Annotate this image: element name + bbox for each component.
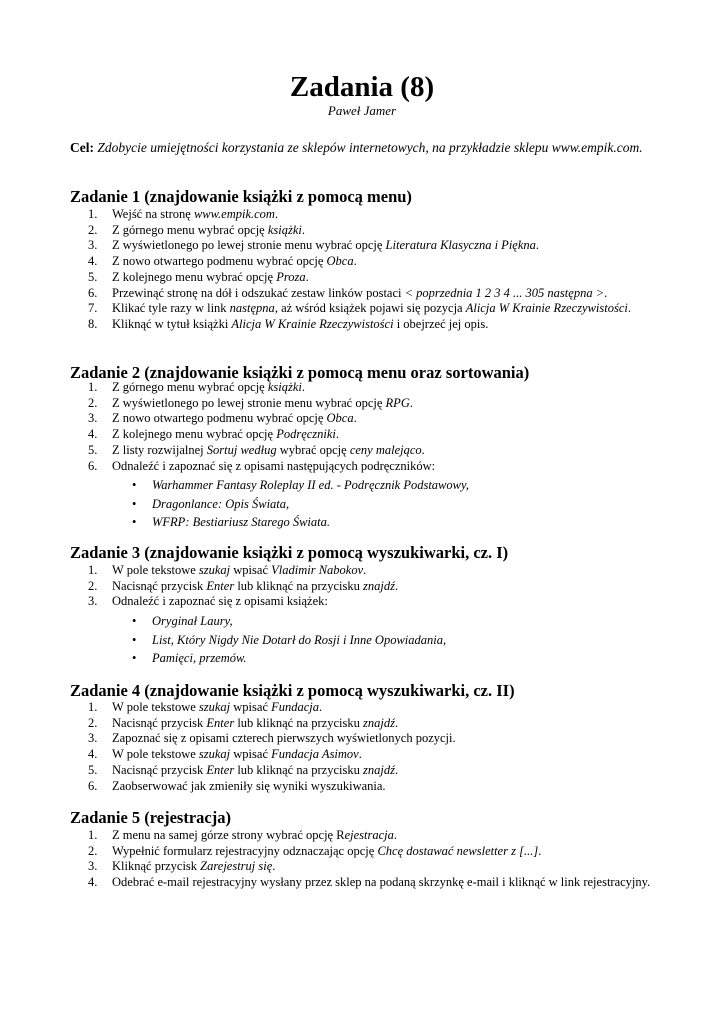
text-fragment: .	[394, 762, 399, 777]
emphasis-text: Alicja W Krainie Rzeczywistości	[231, 316, 394, 331]
text-fragment: .	[363, 563, 367, 577]
emphasis-text: Enter	[206, 715, 235, 730]
task-step	[70, 716, 654, 732]
step-number: 4.	[88, 254, 98, 269]
text-fragment: Odnaleźć i zapoznać się z opisami książek:	[112, 594, 328, 609]
bullet-icon: •	[132, 515, 137, 530]
step-number: 4.	[88, 747, 98, 762]
step-number: 2.	[88, 578, 98, 593]
step-number: 4.	[88, 875, 98, 890]
emphasis-text: Vladimir Nabokov	[271, 563, 364, 577]
text-fragment: Zapoznać się z opisami czterech pierwszych wyświetlonych pozycji.	[112, 731, 456, 746]
emphasis-text: Enter	[206, 762, 235, 777]
emphasis-text: Oryginał Laury	[152, 614, 230, 629]
text-fragment: lub kliknąć na przycisku	[234, 762, 363, 777]
text-fragment: Klikać tyle razy w link	[112, 301, 230, 316]
text-fragment: W pole tekstowe	[112, 747, 199, 762]
task-4-steps	[70, 700, 654, 794]
emphasis-text: RPG	[385, 395, 410, 410]
text-fragment: ,	[286, 496, 290, 511]
task-step	[70, 223, 654, 239]
author-name: Paweł Jamer	[327, 103, 397, 118]
bullet-icon: •	[132, 632, 137, 647]
emphasis-text: List, Który Nigdy Nie Dotarł do Rosji i Inne Opowiadania	[152, 632, 443, 647]
text-fragment: Z listy rozwijalnej	[112, 442, 207, 457]
task-step	[70, 579, 654, 595]
sub-list-item	[112, 513, 654, 532]
text-fragment: Z nowo otwartego podmenu wybrać opcję	[112, 254, 327, 269]
emphasis-text: Podręczniki	[276, 427, 336, 442]
text-fragment: Z kolejnego menu wybrać opcję	[112, 427, 277, 442]
task-step	[70, 779, 654, 795]
step-number: 1.	[88, 700, 98, 714]
text-fragment: .	[394, 578, 399, 593]
text-fragment: Odebrać e-mail rejestracyjny wysłany przez sklep na podaną skrzynkę e-mail i kliknąć w link rejestracyjny.	[112, 875, 651, 890]
text-fragment: Nacisnąć przycisk	[112, 762, 207, 777]
text-fragment: .	[301, 380, 306, 394]
text-fragment: wpisać	[230, 747, 272, 762]
task-step	[70, 594, 654, 667]
step-number: 5.	[88, 442, 98, 457]
emphasis-text: Fundacja Asimov	[271, 747, 359, 762]
step-number: 6.	[88, 778, 98, 793]
task-step	[70, 301, 654, 317]
task-step	[70, 859, 654, 875]
emphasis-text: < poprzednia 1 2 3 4 ... 305 następna >	[404, 285, 605, 300]
emphasis-text: Enter	[206, 578, 235, 593]
text-fragment: .	[301, 222, 306, 237]
sub-list-item	[112, 612, 654, 631]
text-fragment: .	[353, 411, 357, 426]
text-fragment: Kliknąć przycisk	[112, 859, 201, 874]
task-step	[70, 563, 654, 579]
text-fragment: .	[319, 700, 323, 714]
text-fragment: wybrać opcję	[276, 442, 350, 457]
text-fragment: .	[538, 843, 542, 858]
emphasis-text: Sortuj według	[206, 442, 277, 457]
task-step	[70, 411, 654, 427]
step-number: 3.	[88, 411, 98, 426]
task-2-heading: Zadanie 2 (znajdowanie książki z pomocą menu oraz sortowania)	[70, 363, 530, 382]
step-number: 4.	[88, 427, 98, 442]
text-fragment: .	[358, 747, 362, 762]
emphasis-text: Zarejestruj się	[200, 859, 273, 874]
step-number: 2.	[88, 222, 98, 237]
goal-label: Cel:	[70, 140, 94, 155]
emphasis-text: Obca	[326, 254, 354, 269]
text-fragment: .	[243, 651, 247, 666]
text-fragment: .	[393, 828, 397, 842]
task-step	[70, 270, 654, 286]
emphasis-text: szukaj	[198, 700, 231, 714]
step-number: 1.	[88, 207, 98, 221]
task-step	[70, 317, 654, 333]
task-step	[70, 207, 654, 223]
task-5-heading: Zadanie 5 (rejestracja)	[70, 808, 231, 827]
step-number: 3.	[88, 238, 98, 253]
step-number: 3.	[88, 594, 98, 609]
text-fragment: .	[394, 715, 399, 730]
step-number: 7.	[88, 301, 98, 316]
step-number: 2.	[88, 395, 98, 410]
text-fragment: lub kliknąć na przycisku	[234, 578, 363, 593]
emphasis-text: książki	[267, 222, 302, 237]
text-fragment: .	[604, 285, 608, 300]
emphasis-text: ceny malejąco	[349, 442, 422, 457]
task-step	[70, 254, 654, 270]
task-step	[70, 747, 654, 763]
step-number: 3.	[88, 859, 98, 874]
task-1-heading: Zadanie 1 (znajdowanie książki z pomocą menu)	[70, 187, 412, 206]
emphasis-text: Dragonlance: Opis Świata	[152, 496, 287, 511]
task-step	[70, 763, 654, 779]
text-fragment: Z kolejnego menu wybrać opcję	[112, 269, 277, 284]
text-fragment: .	[274, 207, 279, 221]
step-number: 6.	[88, 458, 98, 473]
text-fragment: ,	[229, 614, 233, 629]
task-4-heading: Zadanie 4 (znajdowanie książki z pomocą wyszukiwarki, cz. II)	[70, 681, 515, 700]
page-title: Zadania (8)	[289, 71, 435, 103]
text-fragment: .	[272, 859, 276, 874]
text-fragment: .	[353, 254, 357, 269]
text-fragment: lub kliknąć na przycisku	[234, 715, 363, 730]
emphasis-text: szukaj	[198, 563, 231, 577]
text-fragment: Z górnego menu wybrać opcję	[112, 222, 268, 237]
step-number: 2.	[88, 715, 98, 730]
goal-text: Zdobycie umiejętności korzystania ze sklepów internetowych, na przykładzie sklepu www.empik.com.	[97, 140, 643, 155]
text-fragment: Przewinąć stronę na dół i odszukać zestaw linków postaci	[112, 285, 405, 300]
emphasis-text: Chcę dostawać newsletter z [...]	[377, 843, 539, 858]
bullet-icon: •	[132, 478, 137, 493]
emphasis-text: szukaj	[198, 747, 231, 762]
task-step	[70, 459, 654, 532]
task-step	[70, 700, 654, 716]
emphasis-text: Warhammer Fantasy Roleplay II ed. - Podręcznik Podstawowy	[152, 478, 466, 493]
step-number: 6.	[88, 285, 98, 300]
task-step	[70, 427, 654, 443]
sub-list-item	[112, 631, 654, 650]
task-step	[70, 844, 654, 860]
bullet-icon: •	[132, 614, 137, 629]
emphasis-text: następna	[229, 301, 275, 316]
task-1-steps	[70, 207, 654, 333]
text-fragment: Z wyświetlonego po lewej stronie menu wybrać opcję	[112, 395, 386, 410]
text-fragment: W pole tekstowe	[112, 563, 199, 577]
task-3-heading: Zadanie 3 (znajdowanie książki z pomocą wyszukiwarki, cz. I)	[70, 543, 509, 562]
step-number: 1.	[88, 563, 98, 577]
emphasis-text: Literatura Klasyczna i Piękna	[385, 238, 536, 253]
task-5-steps	[70, 828, 654, 891]
emphasis-text: znajdź	[362, 578, 395, 593]
task-step	[70, 875, 654, 891]
sub-list-item	[112, 476, 654, 495]
text-fragment: Z górnego menu wybrać opcję	[112, 380, 268, 394]
text-fragment: Z nowo otwartego podmenu wybrać opcję	[112, 411, 327, 426]
step-number: 5.	[88, 269, 98, 284]
text-fragment: Wejść na stronę	[112, 207, 194, 221]
emphasis-text: Alicja W Krainie Rzeczywistości	[465, 301, 628, 316]
task-step	[70, 238, 654, 254]
text-fragment: .	[326, 515, 330, 530]
emphasis-text: Pamięci, przemów	[152, 651, 244, 666]
emphasis-text: Obca	[326, 411, 354, 426]
emphasis-text: znajdź	[362, 715, 395, 730]
task-step	[70, 828, 654, 844]
goal-paragraph	[70, 139, 654, 156]
step-number: 3.	[88, 731, 98, 746]
task-2-steps	[70, 380, 654, 532]
task-step	[70, 443, 654, 459]
step-number: 1.	[88, 380, 98, 394]
text-fragment: .	[305, 269, 309, 284]
text-fragment: , aż wśród książek pojawi się pozycja	[274, 301, 466, 316]
task-3-steps	[70, 563, 654, 668]
text-fragment: Odnaleźć i zapoznać się z opisami następujących podręczników:	[112, 458, 436, 473]
task-step	[70, 286, 654, 302]
sub-list-item	[112, 649, 654, 668]
text-fragment: i obejrzeć jej opis.	[393, 316, 489, 331]
text-fragment: Z wyświetlonego po lewej stronie menu wybrać opcję	[112, 238, 386, 253]
text-fragment: Wypełnić formularz rejestracyjny odznaczając opcję	[112, 843, 378, 858]
text-fragment: .	[409, 395, 413, 410]
emphasis-text: WFRP: Bestiariusz Starego Świata	[152, 515, 327, 530]
step-number: 5.	[88, 762, 98, 777]
sub-list	[112, 476, 654, 532]
text-fragment: Z menu na samej górze strony wybrać opcję R	[112, 828, 345, 842]
text-fragment: ,	[465, 478, 469, 493]
text-fragment: W pole tekstowe	[112, 700, 199, 714]
text-fragment: Zaobserwować jak zmieniły się wyniki wyszukiwania.	[112, 778, 386, 793]
text-fragment: wpisać	[230, 700, 272, 714]
emphasis-text: ejestracja	[344, 828, 394, 842]
text-fragment: .	[335, 427, 340, 442]
sub-list-item	[112, 495, 654, 514]
bullet-icon: •	[132, 651, 137, 666]
text-fragment: Kliknąć w tytuł książki	[112, 316, 232, 331]
text-fragment: Nacisnąć przycisk	[112, 578, 207, 593]
bullet-icon: •	[132, 496, 137, 511]
emphasis-text: Proza	[276, 269, 306, 284]
text-fragment: wpisać	[230, 563, 272, 577]
task-step	[70, 396, 654, 412]
step-number: 1.	[88, 828, 98, 842]
emphasis-text: znajdź	[362, 762, 395, 777]
step-number: 8.	[88, 316, 98, 331]
text-fragment: .	[535, 238, 540, 253]
emphasis-text: www.empik.com	[193, 207, 275, 221]
text-fragment: Nacisnąć przycisk	[112, 715, 207, 730]
text-fragment: ,	[442, 632, 447, 647]
task-step	[70, 380, 654, 396]
emphasis-text: Fundacja	[271, 700, 320, 714]
emphasis-text: książki	[267, 380, 302, 394]
sub-list	[112, 612, 654, 668]
text-fragment: .	[627, 301, 631, 316]
text-fragment: .	[421, 442, 425, 457]
step-number: 2.	[88, 843, 98, 858]
task-step	[70, 731, 654, 747]
